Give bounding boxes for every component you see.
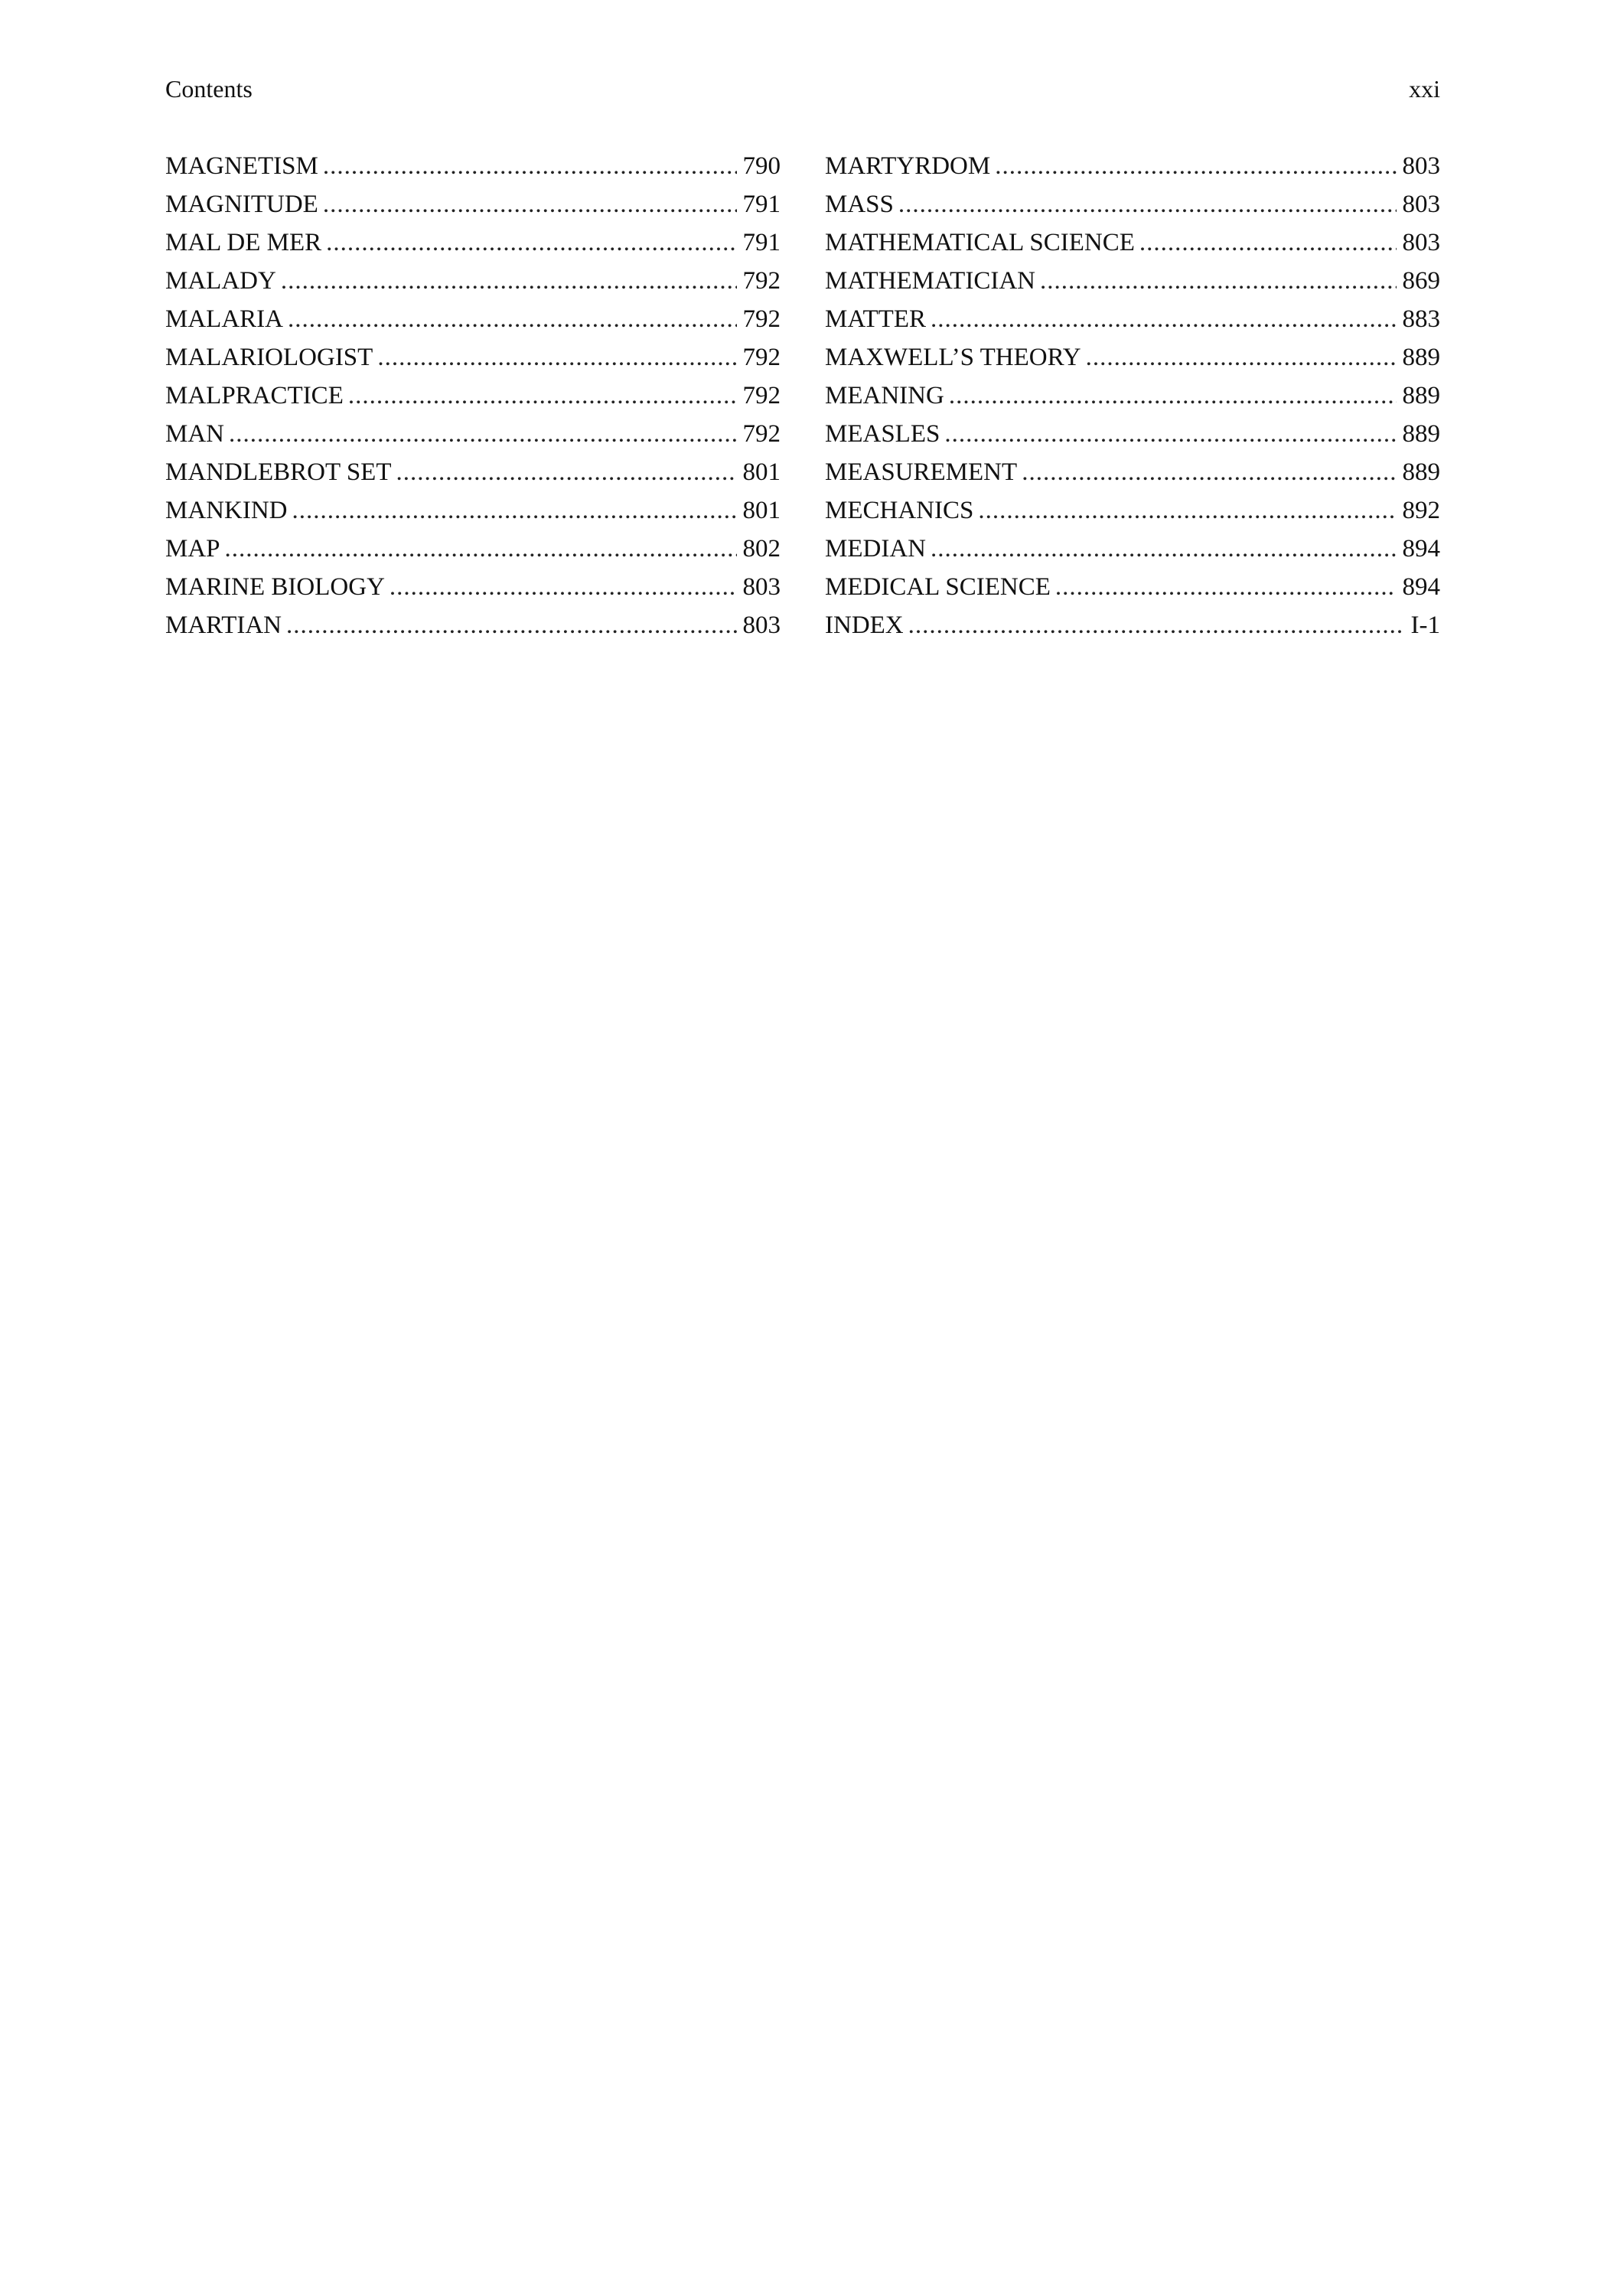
dot-leader [931,300,1397,338]
toc-entry-title: MALARIA [165,305,283,333]
toc-entry-title: MATHEMATICAL SCIENCE [825,229,1135,256]
toc-entry-page: 802 [742,535,781,563]
toc-entry[interactable] [825,377,1440,415]
dot-leader [326,223,736,262]
dot-leader [978,491,1396,530]
running-head-title: Contents [165,75,253,103]
toc-entry-page: 889 [1402,458,1440,486]
toc-entry-title: MARINE BIOLOGY [165,573,385,601]
toc-entry[interactable] [825,147,1440,185]
toc-entry-page: 803 [1402,152,1440,180]
toc-entry-title: MECHANICS [825,497,974,524]
dot-leader [396,453,737,491]
dot-leader [931,530,1397,568]
toc-entry-title: MATHEMATICIAN [825,267,1035,295]
page-number: xxi [1409,75,1440,103]
table-of-contents [165,147,1440,644]
toc-entry[interactable] [825,415,1440,453]
toc-entry[interactable] [825,491,1440,530]
toc-entry-page: 803 [742,612,781,639]
toc-entry[interactable] [165,530,781,568]
toc-entry-title: MEDICAL SCIENCE [825,573,1051,601]
toc-entry-page: 792 [742,382,781,409]
dot-leader [323,185,737,223]
toc-entry[interactable] [825,223,1440,262]
dot-leader [225,530,737,568]
toc-entry-title: MAXWELL’S THEORY [825,344,1081,371]
toc-entry-title: MALADY [165,267,276,295]
toc-entry-title: MATTER [825,305,926,333]
toc-entry-page: 894 [1402,535,1440,563]
toc-entry[interactable] [825,338,1440,377]
dot-leader [377,338,736,377]
toc-entry-page: 792 [742,267,781,295]
toc-entry-page: 803 [1402,229,1440,256]
toc-entry-page: 803 [1402,191,1440,218]
toc-entry[interactable] [165,338,781,377]
dot-leader [1040,262,1397,300]
toc-entry[interactable] [825,300,1440,338]
toc-entry[interactable] [825,185,1440,223]
toc-entry[interactable] [165,185,781,223]
toc-entry-title: MANDLEBROT SET [165,458,392,486]
toc-entry-page: 801 [742,497,781,524]
toc-entry[interactable] [825,568,1440,606]
toc-entry-page: 894 [1402,573,1440,601]
toc-entry-page: 792 [742,305,781,333]
toc-entry[interactable] [165,300,781,338]
toc-entry-page: 889 [1402,344,1440,371]
toc-entry-page: 892 [1402,497,1440,524]
toc-entry-page: 792 [742,420,781,448]
dot-leader [898,185,1397,223]
toc-entry-page: 889 [1402,420,1440,448]
toc-entry[interactable] [165,568,781,606]
toc-entry[interactable] [825,530,1440,568]
dot-leader [292,491,737,530]
toc-entry[interactable] [165,453,781,491]
toc-entry-title: MASS [825,191,894,218]
toc-entry-page: 790 [742,152,781,180]
toc-entry-title: MAN [165,420,225,448]
toc-entry[interactable] [825,262,1440,300]
dot-leader [949,377,1397,415]
dot-leader [229,415,736,453]
dot-leader [995,147,1396,185]
dot-leader [1139,223,1397,262]
toc-entry-title: MAGNITUDE [165,191,318,218]
toc-entry-title: MALARIOLOGIST [165,344,373,371]
toc-entry-page: 889 [1402,382,1440,409]
dot-leader [281,262,737,300]
toc-entry-page: 791 [742,229,781,256]
toc-entry-title: MEASLES [825,420,940,448]
toc-entry-title: INDEX [825,612,904,639]
toc-entry-page: 792 [742,344,781,371]
dot-leader [288,300,737,338]
toc-entry-title: MARTIAN [165,612,282,639]
toc-entry-title: MANKIND [165,497,288,524]
running-head [165,73,1440,104]
toc-entry-title: MEDIAN [825,535,926,563]
toc-entry-title: MARTYRDOM [825,152,991,180]
dot-leader [908,606,1405,644]
toc-entry[interactable] [165,377,781,415]
toc-column-right [825,147,1440,644]
toc-entry[interactable] [825,606,1440,644]
toc-entry-page: I-1 [1410,612,1440,639]
toc-entry-title: MAL DE MER [165,229,322,256]
toc-entry-page: 883 [1402,305,1440,333]
dot-leader [1055,568,1397,606]
toc-entry[interactable] [165,262,781,300]
toc-column-left [165,147,781,644]
toc-entry-page: 803 [742,573,781,601]
toc-entry[interactable] [165,223,781,262]
toc-entry-page: 869 [1402,267,1440,295]
dot-leader [1022,453,1396,491]
toc-entry-page: 801 [742,458,781,486]
dot-leader [390,568,737,606]
dot-leader [323,147,737,185]
toc-entry-title: MAP [165,535,220,563]
dot-leader [944,415,1396,453]
toc-entry[interactable] [165,415,781,453]
toc-entry[interactable] [165,147,781,185]
toc-entry-title: MEASUREMENT [825,458,1018,486]
toc-entry[interactable] [165,491,781,530]
dot-leader [348,377,737,415]
dot-leader [1086,338,1397,377]
dot-leader [286,606,736,644]
toc-entry-page: 791 [742,191,781,218]
toc-entry[interactable] [165,606,781,644]
toc-entry-title: MAGNETISM [165,152,318,180]
toc-entry[interactable] [825,453,1440,491]
toc-entry-title: MEANING [825,382,944,409]
toc-entry-title: MALPRACTICE [165,382,344,409]
